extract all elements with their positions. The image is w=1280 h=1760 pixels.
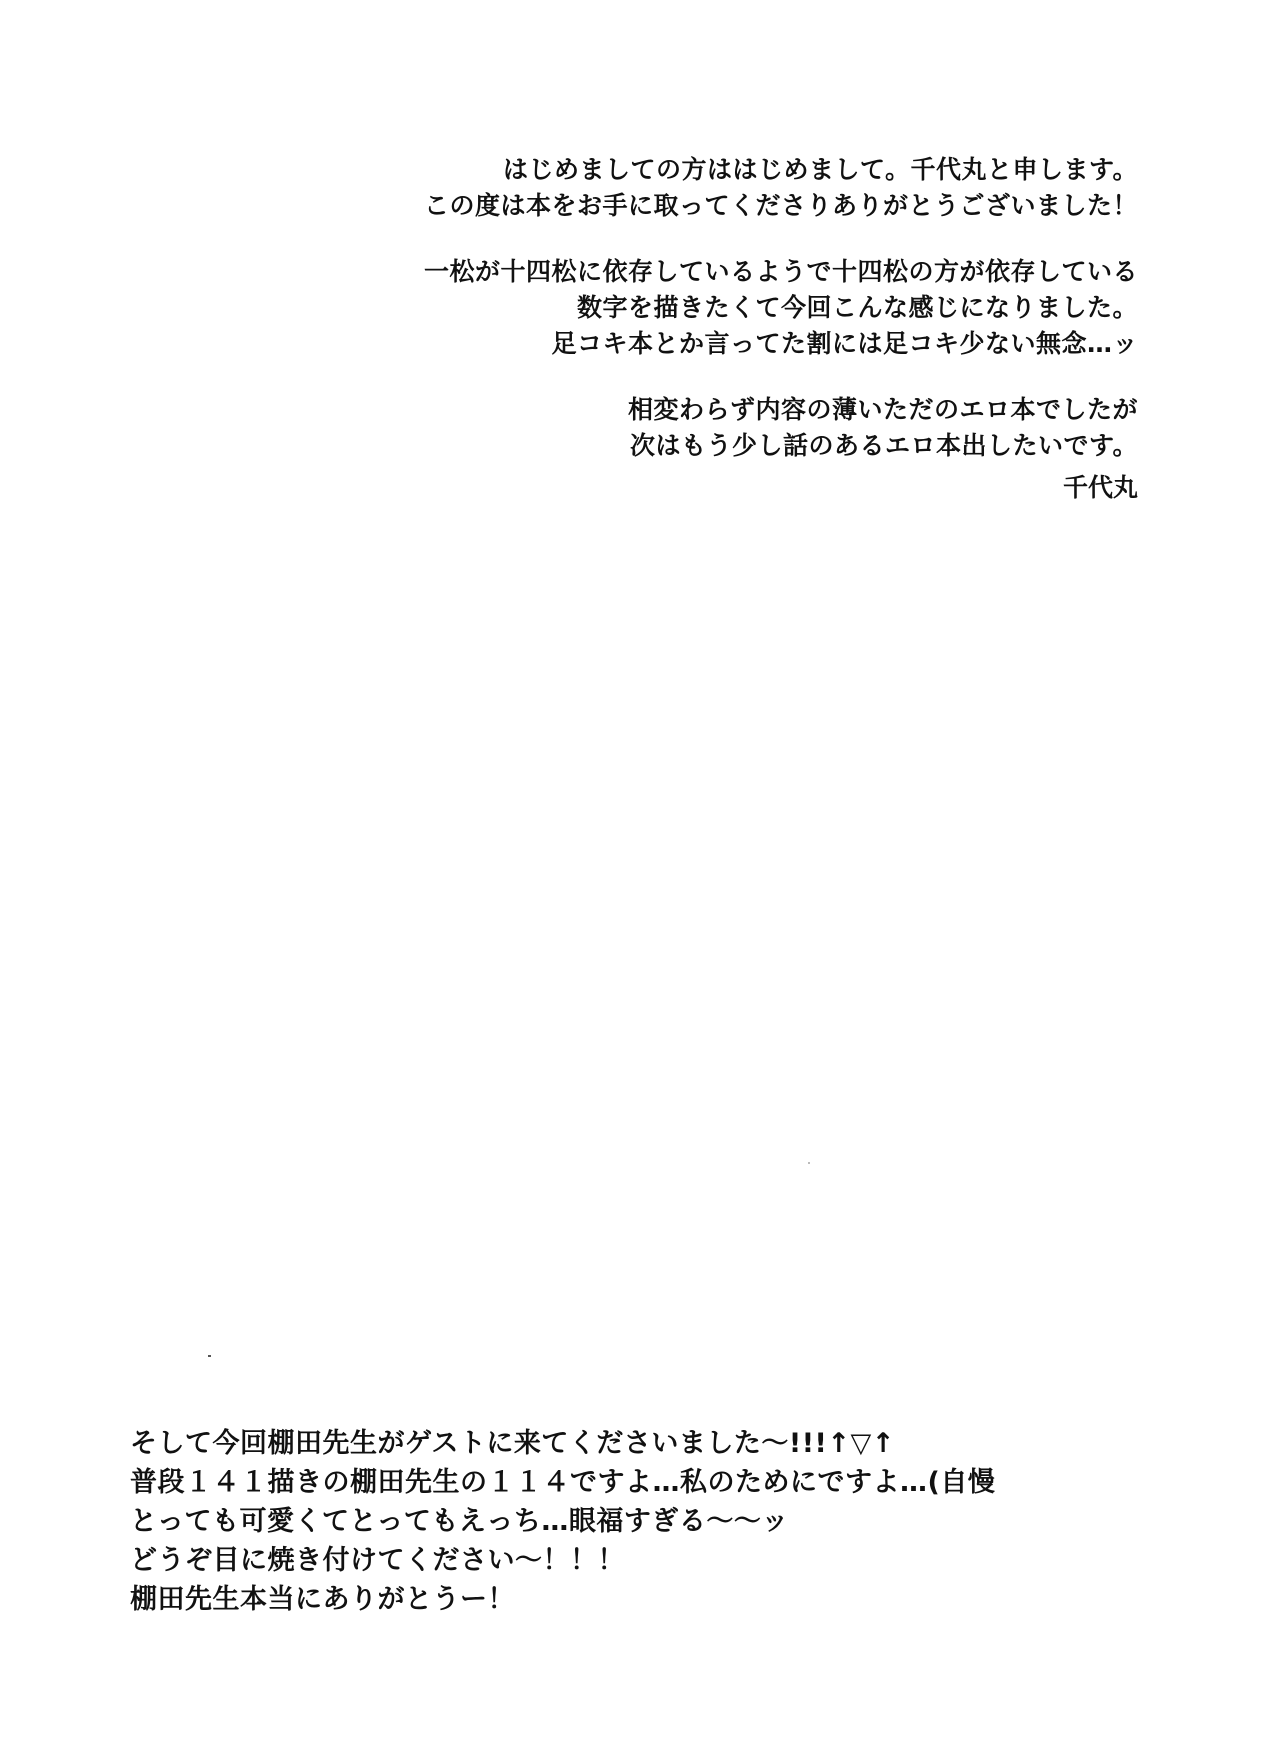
author-signature: 千代丸 bbox=[1062, 473, 1138, 502]
afterword-paragraph-theme bbox=[318, 254, 1138, 362]
afterword-paragraph-closing bbox=[318, 392, 1138, 464]
afterword-line: 数字を描きたくて今回こんな感じになりました。 bbox=[576, 293, 1138, 322]
afterword-line: はじめましての方ははじめまして。千代丸と申します。 bbox=[502, 155, 1138, 184]
guest-note-block bbox=[130, 1424, 1030, 1619]
afterword-paragraph-greeting bbox=[318, 152, 1138, 224]
afterword-line: 相変わらず内容の薄いただのエロ本でしたが bbox=[627, 395, 1138, 424]
guest-note-line: とっても可愛くてとってもえっち…眼福すぎる～～ッ bbox=[130, 1506, 789, 1537]
afterword-line: 足コキ本とか言ってた割には足コキ少ない無念…ッ bbox=[551, 329, 1138, 358]
afterword-line: 次はもう少し話のあるエロ本出したいです。 bbox=[629, 431, 1138, 460]
guest-note-line: そして今回棚田先生がゲストに来てくださいました～!!!↑▽↑ bbox=[130, 1428, 895, 1459]
scan-speck bbox=[208, 1355, 211, 1357]
scan-speck bbox=[808, 1162, 810, 1164]
afterword-block bbox=[318, 152, 1138, 494]
guest-note-line: どうぞ目に焼き付けてください～！！！ bbox=[130, 1545, 625, 1576]
guest-note-line: 棚田先生本当にありがとうー！ bbox=[130, 1584, 515, 1615]
guest-note-line: 普段１４１描きの棚田先生の１１４ですよ…私のためにですよ…(自慢 bbox=[130, 1467, 996, 1498]
afterword-line: 一松が十四松に依存しているようで十四松の方が依存している bbox=[423, 257, 1138, 286]
afterword-line: この度は本をお手に取ってくださりありがとうございました！ bbox=[423, 191, 1138, 220]
